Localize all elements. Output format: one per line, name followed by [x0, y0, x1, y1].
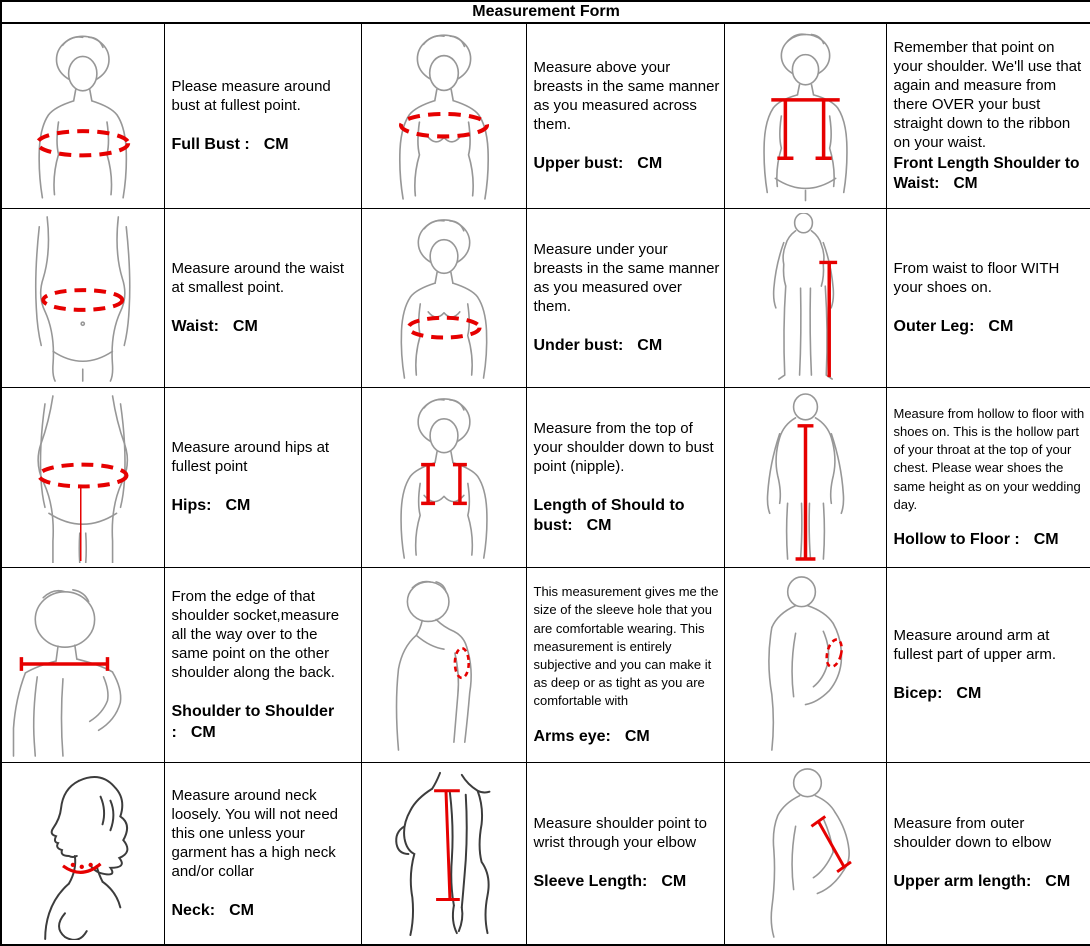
- measure-description: Remember that point on your shoulder. We'll use that again and measure from there OVER your bust straight down to the ribbon on your waist.: [893, 39, 1082, 152]
- measure-description: Measure around arm at fullest part of upper arm.: [893, 626, 1057, 663]
- cell-front-length-figure: [724, 23, 886, 209]
- shoulder-to-shoulder-figure: [2, 572, 164, 758]
- cell-bicep-text: [886, 568, 1090, 763]
- unit-value: CM: [637, 154, 663, 172]
- measure-label: Upper arm length: CM: [893, 873, 1071, 891]
- measure-description: Measure around neck loosely. You will not need this one unless your garment has a high neck and/or collar: [171, 786, 339, 880]
- table-row: [1, 388, 1090, 568]
- measure-description: Measure from the top of your shoulder down to bust point (nipple).: [533, 419, 714, 475]
- hips-figure: [2, 392, 164, 563]
- cell-shoulder-to-bust-text: [526, 388, 724, 568]
- measure-label: Hollow to Floor : CM: [893, 530, 1059, 548]
- cell-full-bust-figure: [1, 23, 164, 209]
- cell-sleeve-length-figure: [361, 763, 526, 946]
- measure-description: Measure around hips at fullest point: [171, 439, 330, 476]
- cell-neck-text: [164, 763, 361, 946]
- front-length-shoulder-to-waist-figure: [725, 28, 886, 204]
- unit-value: CM: [661, 873, 687, 891]
- measure-label: Neck: CM: [171, 901, 254, 919]
- unit-value: CM: [232, 317, 258, 335]
- cell-full-bust-text: [164, 23, 361, 209]
- table-row: [1, 23, 1090, 209]
- unit-value: CM: [225, 497, 251, 515]
- bicep-figure: [725, 572, 886, 758]
- measure-label: Under bust: CM: [533, 336, 663, 354]
- unit-value: CM: [953, 175, 978, 193]
- unit-value: CM: [1045, 873, 1071, 891]
- unit-value: CM: [586, 517, 612, 535]
- cell-hollow-to-floor-figure: [724, 388, 886, 568]
- upper-bust-figure: [362, 28, 526, 204]
- cell-upper-arm-length-text: [886, 763, 1090, 946]
- arms-eye-figure: [362, 572, 526, 758]
- measure-description: From waist to floor WITH your shoes on.: [893, 259, 1060, 296]
- measure-description: Measure above your breasts in the same manner as you measured across them.: [533, 58, 720, 133]
- measure-description: Measure around the waist at smallest point.: [171, 259, 345, 296]
- unit-value: CM: [637, 336, 663, 354]
- cell-outer-leg-text: [886, 209, 1090, 388]
- measure-label: Waist: CM: [171, 317, 258, 335]
- cell-shoulder-to-shoulder-figure: [1, 568, 164, 763]
- measure-label: Outer Leg: CM: [893, 317, 1014, 335]
- cell-sleeve-length-text: [526, 763, 724, 946]
- cell-arms-eye-text: [526, 568, 724, 763]
- cell-under-bust-text: [526, 209, 724, 388]
- sleeve-length-figure: [362, 767, 526, 940]
- cell-hollow-to-floor-text: [886, 388, 1090, 568]
- measure-description: Measure from hollow to floor with shoes on. This is the hollow part of your throat at the top of your chest. Please wear shoes the same height as on your wedding day.: [893, 405, 1085, 512]
- length-of-shoulder-to-bust-figure: [362, 392, 526, 563]
- unit-value: CM: [263, 135, 289, 153]
- measure-description: This measurement gives me the size of the sleeve hole that you are comfortable wearing. This measurement is entirely subjective and you can make it as deep or as tight as you are comfortable with: [533, 584, 719, 709]
- measure-label: Shoulder to Shoulder : CM: [171, 703, 335, 741]
- cell-outer-leg-figure: [724, 209, 886, 388]
- measure-label: Front Length Shoulder to Waist: CM: [893, 155, 1080, 193]
- upper-arm-length-figure: [725, 767, 886, 940]
- unit-value: CM: [956, 684, 982, 702]
- table-row: [1, 568, 1090, 763]
- measure-description: From the edge of that shoulder socket,measure all the way over to the same point on the other shoulder along the back.: [171, 588, 340, 682]
- under-bust-figure: [362, 213, 526, 383]
- cell-upper-bust-figure: [361, 23, 526, 209]
- neck-figure: [2, 767, 164, 940]
- measure-label: Hips: CM: [171, 497, 251, 515]
- cell-hips-text: [164, 388, 361, 568]
- outer-leg-figure: [725, 213, 886, 383]
- unit-value: CM: [624, 727, 650, 745]
- cell-neck-figure: [1, 763, 164, 946]
- measure-label: Full Bust : CM: [171, 135, 289, 153]
- cell-bicep-figure: [724, 568, 886, 763]
- measure-description: Measure shoulder point to wrist through your elbow: [533, 815, 707, 852]
- cell-waist-text: [164, 209, 361, 388]
- measure-label: Arms eye: CM: [533, 727, 650, 745]
- cell-waist-figure: [1, 209, 164, 388]
- measure-label: Bicep: CM: [893, 684, 982, 702]
- cell-upper-arm-length-figure: [724, 763, 886, 946]
- cell-upper-bust-text: [526, 23, 724, 209]
- unit-value: CM: [988, 317, 1014, 335]
- measure-description: Measure from outer shoulder down to elbow: [893, 815, 1052, 852]
- cell-arms-eye-figure: [361, 568, 526, 763]
- unit-value: CM: [1033, 530, 1059, 548]
- cell-hips-figure: [1, 388, 164, 568]
- cell-under-bust-figure: [361, 209, 526, 388]
- table-row: [1, 209, 1090, 388]
- waist-figure: [2, 213, 164, 383]
- table-row: [1, 763, 1090, 946]
- cell-front-length-text: [886, 23, 1090, 209]
- measure-description: Please measure around bust at fullest point.: [171, 77, 331, 114]
- unit-value: CM: [229, 901, 254, 919]
- measure-label: Sleeve Length: CM: [533, 873, 687, 891]
- measure-label: Upper bust: CM: [533, 154, 663, 172]
- hollow-to-floor-figure: [725, 392, 886, 563]
- cell-shoulder-to-shoulder-text: [164, 568, 361, 763]
- measure-description: Measure under your breasts in the same manner as you measured over them.: [533, 240, 720, 315]
- cell-shoulder-to-bust-figure: [361, 388, 526, 568]
- measure-label: Length of Should to bust: CM: [533, 496, 685, 535]
- full-bust-figure: [2, 28, 164, 204]
- page-title: Measurement Form: [1, 1, 1090, 23]
- unit-value: CM: [190, 723, 216, 741]
